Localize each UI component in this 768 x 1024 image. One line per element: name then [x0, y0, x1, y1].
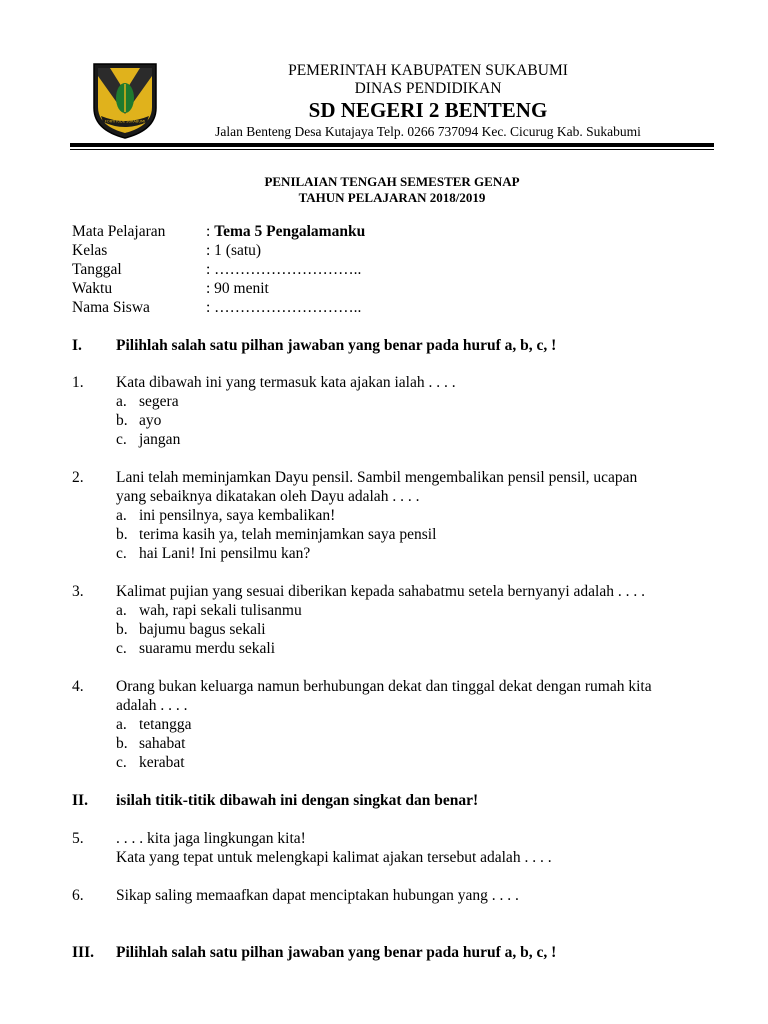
option-letter: c. [116, 640, 127, 657]
option-letter: a. [116, 716, 127, 733]
info-value-student-name: : ……………………….. [206, 299, 362, 316]
header-rule-thin [70, 149, 714, 150]
option-text: hai Lani! Ini pensilmu kan? [139, 545, 311, 562]
question-number: 4. [72, 678, 84, 695]
option-letter: a. [116, 393, 127, 410]
question-text: Kata dibawah ini yang termasuk kata ajakan ialah . . . . [116, 374, 456, 391]
option-text: jangan [139, 431, 181, 448]
option-letter: a. [116, 602, 127, 619]
info-label-subject: Mata Pelajaran [72, 223, 166, 240]
info-label-date: Tanggal [72, 261, 122, 278]
question-number: 3. [72, 583, 84, 600]
section-number: I. [72, 337, 82, 354]
option-text: kerabat [139, 754, 185, 771]
question-text: Sikap saling memaafkan dapat menciptakan hubungan yang . . . . [116, 887, 519, 904]
question-number: 1. [72, 374, 84, 391]
option-text: terima kasih ya, telah meminjamkan saya pensil [139, 526, 437, 543]
option-text: ayo [139, 412, 162, 429]
option-letter: c. [116, 431, 127, 448]
exam-title: PENILAIAN TENGAH SEMESTER GENAP [264, 174, 520, 189]
section-instruction: isilah titik-titik dibawah ini dengan singkat dan benar! [116, 792, 479, 809]
school-logo [92, 62, 158, 140]
question-text: Orang bukan keluarga namun berhubungan dekat dan tinggal dekat dengan rumah kita [116, 678, 652, 695]
info-label-time: Waktu [72, 280, 113, 297]
option-text: tetangga [139, 716, 192, 733]
question-text: Lani telah meminjamkan Dayu pensil. Sambil mengembalikan pensil pensil, ucapan [116, 469, 638, 486]
option-letter: c. [116, 545, 127, 562]
header-department: DINAS PENDIDIKAN [354, 80, 502, 97]
section-instruction: Pilihlah salah satu pilhan jawaban yang benar pada huruf a, b, c, ! [116, 944, 557, 961]
info-label-student-name: Nama Siswa [72, 299, 150, 316]
question-number: 6. [72, 887, 84, 904]
section-number: II. [72, 792, 88, 809]
question-text: adalah . . . . [116, 697, 188, 714]
info-label-class: Kelas [72, 242, 108, 259]
question-text: Kalimat pujian yang sesuai diberikan kepada sahabatmu setela bernyanyi adalah . . . . [116, 583, 645, 600]
option-text: suaramu merdu sekali [139, 640, 276, 657]
option-letter: b. [116, 526, 128, 543]
header-rule-thick [70, 143, 714, 147]
option-text: wah, rapi sekali tulisanmu [139, 602, 302, 619]
svg-text:FORTITUDE SUKABUMI: FORTITUDE SUKABUMI [104, 119, 146, 124]
school-name: SD NEGERI 2 BENTENG [308, 98, 548, 122]
option-text: segera [139, 393, 179, 410]
question-number: 2. [72, 469, 84, 486]
info-value-class: : 1 (satu) [206, 242, 262, 259]
option-letter: b. [116, 735, 128, 752]
option-letter: b. [116, 621, 128, 638]
question-text: . . . . kita jaga lingkungan kita! [116, 830, 306, 847]
option-text: sahabat [139, 735, 186, 752]
question-text: Kata yang tepat untuk melengkapi kalimat ajakan tersebut adalah . . . . [116, 849, 552, 866]
option-text: ini pensilnya, saya kembalikan! [139, 507, 336, 524]
section-instruction: Pilihlah salah satu pilhan jawaban yang benar pada huruf a, b, c, ! [116, 337, 557, 354]
school-address: Jalan Benteng Desa Kutajaya Telp. 0266 737094 Kec. Cicurug Kab. Sukabumi [215, 124, 641, 139]
info-value-subject: : Tema 5 Pengalamanku [206, 223, 366, 240]
option-letter: a. [116, 507, 127, 524]
option-letter: b. [116, 412, 128, 429]
question-text: yang sebaiknya dikatakan oleh Dayu adalah . . . . [116, 488, 420, 505]
info-value-time: : 90 menit [206, 280, 269, 297]
header-government: PEMERINTAH KABUPATEN SUKABUMI [288, 62, 568, 79]
exam-year: TAHUN PELAJARAN 2018/2019 [298, 190, 486, 205]
option-text: bajumu bagus sekali [139, 621, 266, 638]
section-number: III. [72, 944, 94, 961]
option-letter: c. [116, 754, 127, 771]
question-number: 5. [72, 830, 84, 847]
info-value-date: : ……………………….. [206, 261, 362, 278]
